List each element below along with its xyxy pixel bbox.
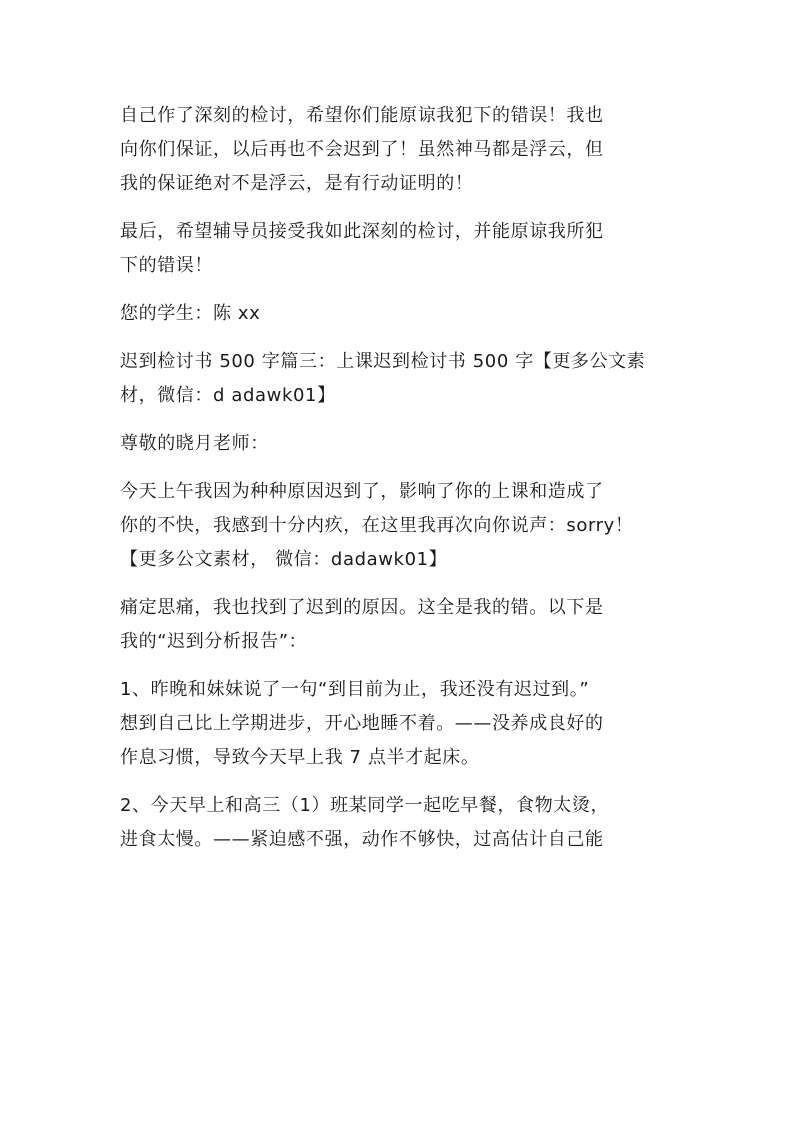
text-line: 材，微信：d adawk01】: [120, 385, 336, 406]
text-line: 进食太慢。——紧迫感不强，动作不够快，过高估计自己能: [120, 829, 604, 850]
paragraph-opening: [120, 475, 676, 577]
document-body: [120, 99, 676, 871]
paragraph-section-heading: [120, 345, 676, 413]
text-line: 【更多公文素材， 微信：dadawk01】: [120, 549, 448, 570]
paragraph-apology-closing: [120, 99, 676, 201]
text-line: 下的错误！: [120, 255, 213, 276]
paragraph-signature: [120, 297, 676, 331]
text-line: 自己作了深刻的检讨，希望你们能原谅我犯下的错误！我也: [120, 105, 604, 126]
text-line: 我的保证绝对不是浮云，是有行动证明的！: [120, 173, 474, 194]
text-line: 最后，希望辅导员接受我如此深刻的检讨，并能原谅我所犯: [120, 221, 604, 242]
paragraph-reason-2: [120, 789, 676, 857]
paragraph-reason-1: [120, 673, 676, 775]
text-line: 你的不快，我感到十分内疚，在这里我再次向你说声：sorry！: [120, 515, 634, 536]
text-line: 痛定思痛，我也找到了迟到的原因。这全是我的错。以下是: [120, 597, 604, 618]
text-line: 想到自己比上学期进步，开心地睡不着。——没养成良好的: [120, 713, 604, 734]
text-line: 迟到检讨书 500 字篇三：上课迟到检讨书 500 字【更多公文素: [120, 351, 646, 372]
text-line: 我的“迟到分析报告”：: [120, 631, 308, 652]
text-line: 今天上午我因为种种原因迟到了，影响了你的上课和造成了: [120, 481, 604, 502]
text-line: 尊敬的晓月老师：: [120, 433, 269, 454]
paragraph-final-request: [120, 215, 676, 283]
text-line: 向你们保证，以后再也不会迟到了！虽然神马都是浮云，但: [120, 139, 604, 160]
text-line: 您的学生：陈 xx: [120, 303, 261, 324]
paragraph-reflection: [120, 591, 676, 659]
text-line: 2、今天早上和高三（1）班某同学一起吃早餐，食物太烫，: [120, 795, 610, 816]
text-line: 1、昨晚和妹妹说了一句“到目前为止，我还没有迟过到。”: [120, 679, 590, 700]
text-line: 作息习惯，导致今天早上我 7 点半才起床。: [120, 747, 480, 768]
paragraph-salutation: [120, 427, 676, 461]
